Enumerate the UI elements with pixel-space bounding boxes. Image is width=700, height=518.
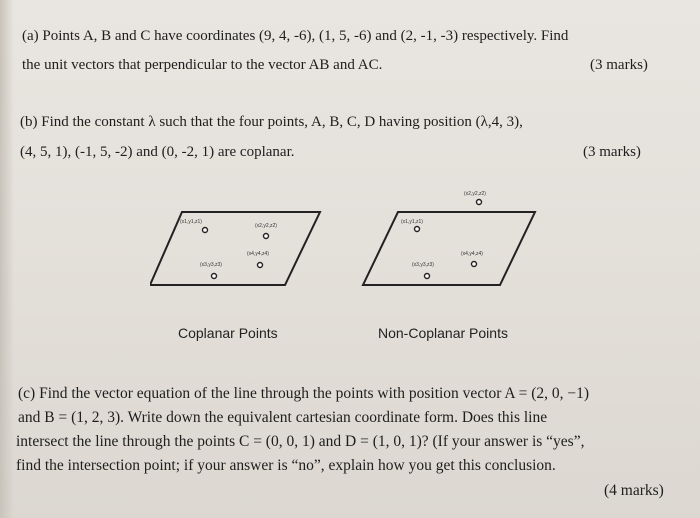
right-point-1 (415, 227, 420, 232)
non-coplanar-plane (363, 212, 535, 285)
part-b-line-2: (4, 5, 1), (-1, 5, -2) and (0, -2, 1) are coplanar. (20, 144, 295, 160)
left-point-4 (258, 263, 263, 268)
part-a-line-2: the unit vectors that perpendicular to the vector AB and AC. (22, 57, 383, 73)
left-point-1 (203, 228, 208, 233)
part-a-marks: (3 marks) (590, 57, 648, 73)
left-point-3-label: (x3,y3,z3) (200, 262, 222, 268)
left-point-4-label: (x4,y4,z4) (247, 251, 269, 257)
part-a-line-1: (a) Points A, B and C have coordinates (9, 4, -6), (1, 5, -6) and (2, -1, -3) respectively. Find (22, 28, 569, 44)
left-point-2 (264, 234, 269, 239)
right-point-1-label: (x1,y1,z1) (401, 219, 423, 225)
left-point-1-label: (x1,y1,z1) (180, 219, 202, 225)
right-point-4 (472, 262, 477, 267)
coplanar-diagram (150, 180, 550, 325)
part-c-line-2: and B = (1, 2, 3). Write down the equivalent cartesian coordinate form. Does this line (18, 409, 548, 426)
right-point-2 (477, 200, 482, 205)
left-point-2-label: (x2,y2,z2) (255, 223, 277, 229)
page-shadow (0, 0, 14, 518)
left-point-3 (212, 274, 217, 279)
part-b-marks: (3 marks) (583, 144, 641, 160)
right-point-3 (425, 274, 430, 279)
right-point-3-label: (x3,y3,z3) (412, 262, 434, 268)
coplanar-plane (150, 212, 320, 285)
part-c-line-3: intersect the line through the points C = (0, 0, 1) and D = (1, 0, 1)? (If your answer is “yes”, (16, 433, 585, 450)
right-point-2-label: (x2,y2,z2) (464, 191, 486, 197)
right-point-4-label: (x4,y4,z4) (461, 251, 483, 257)
coplanar-caption: Coplanar Points (178, 325, 278, 341)
part-b-line-1: (b) Find the constant λ such that the four points, A, B, C, D having position (λ,4, 3), (20, 114, 523, 130)
part-c-line-1: (c) Find the vector equation of the line through the points with position vector A = (2, 0, −1) (18, 385, 590, 402)
part-c-line-4: find the intersection point; if your answer is “no”, explain how you get this conclusion. (16, 457, 556, 474)
non-coplanar-caption: Non-Coplanar Points (378, 325, 508, 341)
part-c-marks: (4 marks) (604, 482, 664, 499)
